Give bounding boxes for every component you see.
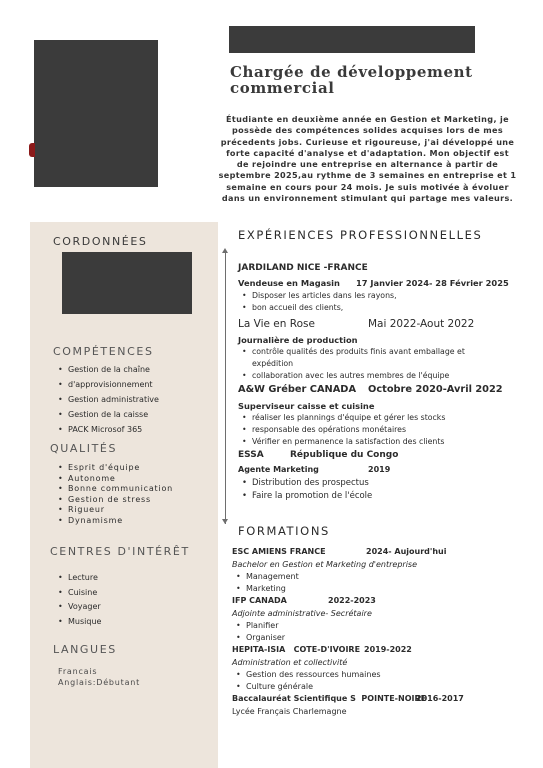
edu-bullet: • Marketing xyxy=(236,583,536,595)
skill-item: • Gestion administrative xyxy=(58,392,216,407)
job-role-row xyxy=(238,464,538,477)
interest-item: • Voyager xyxy=(58,600,216,615)
interest-item: • Cuisine xyxy=(58,586,216,601)
job-role: Agente Marketing xyxy=(238,465,319,474)
redacted-contact xyxy=(62,252,192,314)
language-item: Francais xyxy=(58,667,98,676)
qualities-list xyxy=(58,463,216,527)
job-bullet: • Faire la promotion de l'école xyxy=(242,490,542,503)
redacted-photo xyxy=(34,40,158,187)
skill-item: • Gestion de la caisse xyxy=(58,407,216,422)
edu-degree: Adjointe administrative- Secrétaire xyxy=(232,609,372,618)
timeline-arrow-up-icon xyxy=(222,248,228,253)
edu-school: IFP CANADA xyxy=(232,596,287,605)
job-bullet: • contrôle qualités des produits finis avant emballage et xyxy=(242,346,542,358)
edu-dates: 2016-2017 xyxy=(416,694,464,703)
interests-heading: CENTRES D'INTÉRÊT xyxy=(50,545,190,558)
quality-item: • Gestion de stress xyxy=(58,495,216,506)
education-heading: FORMATIONS xyxy=(238,524,330,538)
interest-item: • Lecture xyxy=(58,571,216,586)
job-bullet: • bon accueil des clients, xyxy=(242,302,542,314)
interest-item: • Musique xyxy=(58,615,216,630)
job-bullet: • responsable des opérations monétaires xyxy=(242,424,542,436)
education-section xyxy=(232,546,532,718)
skill-item: • d'approvisionnement xyxy=(58,377,216,392)
edu-bullet: • Management xyxy=(236,571,536,583)
job-bullet: • Vérifier en permanence la satisfaction des clients xyxy=(242,436,542,448)
redacted-name xyxy=(229,26,475,53)
job-company-row xyxy=(238,449,538,463)
job-company: ESSA xyxy=(238,450,264,460)
photo-edge-accent xyxy=(29,143,35,157)
job-company-row xyxy=(238,317,538,332)
skills-heading: COMPÉTENCES xyxy=(53,345,154,358)
edu-school-row xyxy=(232,595,532,608)
job-company: La Vie en Rose xyxy=(238,318,315,330)
quality-item: • Esprit d'équipe xyxy=(58,463,216,474)
quality-item: • Dynamisme xyxy=(58,516,216,527)
job-bullet: • Distribution des prospectus xyxy=(242,477,542,490)
quality-item: • Rigueur xyxy=(58,505,216,516)
quality-item: • Autonome xyxy=(58,474,216,485)
job-bullet: • Disposer les articles dans les rayons, xyxy=(242,290,542,302)
timeline-arrow-down-icon xyxy=(222,519,228,524)
language-item: Anglais:Débutant xyxy=(58,677,141,687)
edu-degree: Administration et collectivité xyxy=(232,658,348,667)
edu-bullet: • Gestion des ressources humaines xyxy=(236,669,536,681)
job-title-line1: Chargée de développement xyxy=(230,63,473,81)
edu-degree: Bachelor en Gestion et Marketing d'entreprise xyxy=(232,560,418,569)
job-company: JARDILAND NICE -FRANCE xyxy=(238,263,368,273)
edu-school-row xyxy=(232,546,532,559)
edu-school: HEPITA-ISIA COTE-D'IVOIRE xyxy=(232,645,361,654)
edu-bullet: • Culture générale xyxy=(236,681,536,693)
languages-list xyxy=(58,667,140,688)
experience-section xyxy=(238,262,538,503)
job-dates: 2019 xyxy=(368,465,391,474)
edu-dates: 2019-2022 xyxy=(364,645,412,654)
qualities-heading: QUALITÉS xyxy=(50,442,118,455)
skills-list xyxy=(58,362,216,437)
skill-item: • Gestion de la chaîne xyxy=(58,362,216,377)
job-role: Superviseur caisse et cuisine xyxy=(238,401,375,411)
job-bullet: • collaboration avec les autres membres de l'équipe xyxy=(242,370,542,382)
job-location: République du Congo xyxy=(290,450,399,460)
job-title xyxy=(230,64,530,96)
timeline-line xyxy=(225,250,226,524)
job-dates: 17 Janvier 2024- 28 Février 2025 xyxy=(356,278,509,288)
interests-list xyxy=(58,571,216,629)
languages-heading: LANGUES xyxy=(53,643,117,656)
job-role: Journalière de production xyxy=(238,335,358,345)
job-role-row xyxy=(238,277,538,290)
job-company-row xyxy=(238,384,538,398)
job-dates: Octobre 2020-Avril 2022 xyxy=(368,384,503,395)
experience-heading: EXPÉRIENCES PROFESSIONNELLES xyxy=(238,228,483,242)
edu-dates: 2022-2023 xyxy=(328,596,376,605)
skill-item: • PACK Microsof 365 xyxy=(58,422,216,437)
edu-school: Baccalauréat Scientifique S POINTE-NOIRE xyxy=(232,694,427,703)
edu-school: ESC AMIENS FRANCE xyxy=(232,547,326,556)
edu-school-row xyxy=(232,644,532,657)
job-dates: Mai 2022-Aout 2022 xyxy=(368,318,475,330)
edu-degree: Lycée Français Charlemagne xyxy=(232,707,347,716)
job-title-line2: commercial xyxy=(230,79,335,97)
edu-dates: 2024- Aujourd'hui xyxy=(366,547,447,556)
edu-school-row xyxy=(232,693,532,706)
job-role: Vendeuse en Magasin xyxy=(238,278,340,288)
edu-bullet: • Planifier xyxy=(236,620,536,632)
edu-bullet: • Organiser xyxy=(236,632,536,644)
contact-heading: CORDONNÉES xyxy=(53,235,148,248)
quality-item: • Bonne communication xyxy=(58,484,216,495)
job-company: A&W Gréber CANADA xyxy=(238,384,357,395)
job-bullet-cont: expédition xyxy=(252,359,294,368)
profile-summary: Étudiante en deuxième année en Gestion et Marketing, je possède des compétences solides acquises lors de mes précedents jobs. Curieuse et rigoureuse, j'ai développé une forte capacité d'analyse et d'adaptation. Mon objectif est de rejoindre une entreprise en alternance à partir de septembre 2025,au rythme de 3 semaines en entreprise et 1 semaine en cours pour 24 mois. Je suis motivée à évoluer dans un environnement stimulant qui partage mes valeurs. xyxy=(218,114,517,204)
job-bullet: • réaliser les plannings d'équipe et gérer les stocks xyxy=(242,412,542,424)
